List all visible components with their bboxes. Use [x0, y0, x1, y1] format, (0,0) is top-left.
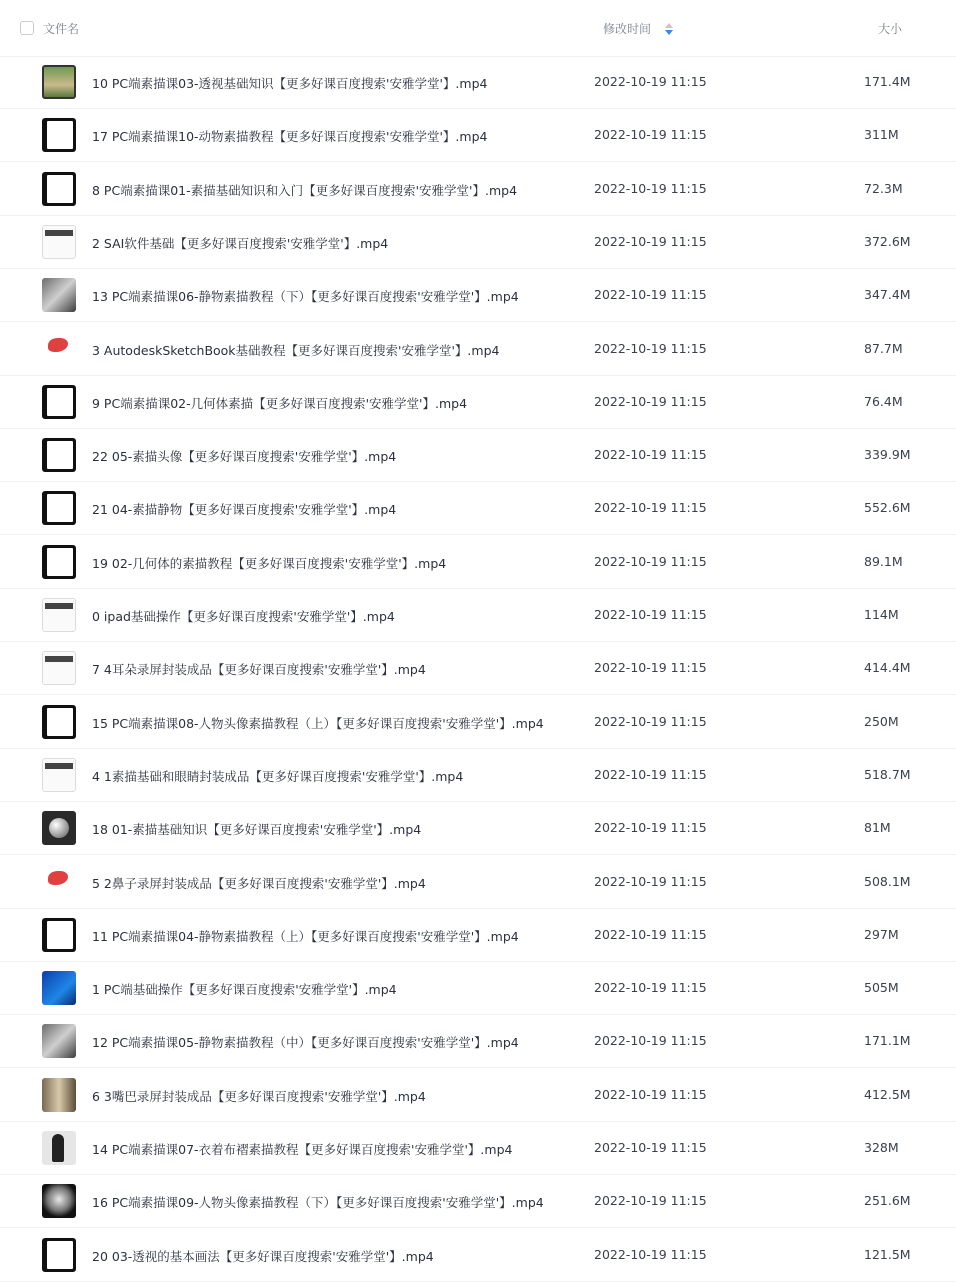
file-name[interactable]: 13 PC端素描课06-静物素描教程（下）【更多好课百度搜索'安雅学堂'】.mp4 — [92, 289, 519, 305]
select-all-checkbox[interactable] — [20, 21, 34, 35]
video-thumbnail[interactable] — [42, 1131, 76, 1165]
file-modified-time: 2022-10-19 11:15 — [594, 1086, 707, 1102]
file-size: 518.7M — [864, 766, 911, 782]
file-row[interactable] — [0, 536, 956, 589]
file-modified-time: 2022-10-19 11:15 — [594, 553, 707, 569]
file-modified-time: 2022-10-19 11:15 — [594, 127, 707, 143]
file-modified-time: 2022-10-19 11:15 — [594, 1246, 707, 1262]
file-row[interactable] — [0, 163, 956, 216]
file-row[interactable] — [0, 482, 956, 535]
file-size: 171.4M — [864, 74, 911, 89]
column-header-modified-time[interactable]: 修改时间 — [603, 22, 652, 36]
file-row[interactable] — [0, 749, 956, 802]
video-thumbnail[interactable] — [42, 438, 76, 472]
file-row[interactable] — [0, 1122, 956, 1175]
file-name[interactable]: 17 PC端素描课10-动物素描教程【更多好课百度搜索'安雅学堂'】.mp4 — [92, 129, 488, 145]
file-row[interactable] — [0, 1015, 956, 1068]
file-size: 250M — [864, 713, 899, 729]
video-thumbnail[interactable] — [42, 65, 76, 99]
video-thumbnail[interactable] — [42, 865, 76, 899]
file-name[interactable]: 0 ipad基础操作【更多好课百度搜索'安雅学堂'】.mp4 — [92, 609, 395, 624]
file-list-header — [0, 0, 956, 57]
file-size: 311M — [864, 127, 899, 143]
file-size: 76.4M — [864, 393, 903, 409]
file-modified-time: 2022-10-19 11:15 — [594, 393, 707, 409]
video-thumbnail[interactable] — [42, 811, 76, 845]
file-row[interactable] — [0, 56, 956, 109]
file-row[interactable] — [0, 642, 956, 695]
video-thumbnail[interactable] — [42, 758, 76, 792]
sort-updown-icon[interactable] — [664, 22, 674, 36]
file-size: 297M — [864, 926, 899, 942]
file-row[interactable] — [0, 962, 956, 1015]
file-size: 121.5M — [864, 1246, 911, 1262]
file-name[interactable]: 11 PC端素描课04-静物素描教程（上）【更多好课百度搜索'安雅学堂'】.mp4 — [92, 928, 519, 944]
file-row[interactable] — [0, 1229, 956, 1282]
column-header-filename[interactable]: 文件名 — [43, 22, 80, 36]
file-row[interactable] — [0, 216, 956, 269]
file-name[interactable]: 10 PC端素描课03-透视基础知识【更多好课百度搜索'安雅学堂'】.mp4 — [92, 76, 488, 91]
file-modified-time: 2022-10-19 11:15 — [594, 820, 707, 836]
file-modified-time: 2022-10-19 11:15 — [594, 287, 707, 303]
video-thumbnail[interactable] — [42, 705, 76, 739]
file-modified-time: 2022-10-19 11:15 — [594, 340, 707, 356]
file-size: 552.6M — [864, 500, 911, 516]
file-name[interactable]: 1 PC端基础操作【更多好课百度搜索'安雅学堂'】.mp4 — [92, 982, 397, 998]
file-name[interactable]: 20 03-透视的基本画法【更多好课百度搜索'安雅学堂'】.mp4 — [92, 1248, 434, 1264]
file-modified-time: 2022-10-19 11:15 — [594, 447, 707, 463]
video-thumbnail[interactable] — [42, 1184, 76, 1218]
file-name[interactable]: 15 PC端素描课08-人物头像素描教程（上）【更多好课百度搜索'安雅学堂'】.mp4 — [92, 715, 544, 731]
file-name[interactable]: 19 02-几何体的素描教程【更多好课百度搜索'安雅学堂'】.mp4 — [92, 555, 447, 571]
file-modified-time: 2022-10-19 11:15 — [594, 660, 707, 676]
video-thumbnail[interactable] — [42, 971, 76, 1005]
file-name[interactable]: 18 01-素描基础知识【更多好课百度搜索'安雅学堂'】.mp4 — [92, 822, 422, 838]
file-size: 339.9M — [864, 447, 911, 463]
file-modified-time: 2022-10-19 11:15 — [594, 233, 707, 249]
video-thumbnail[interactable] — [42, 332, 76, 366]
file-row[interactable] — [0, 376, 956, 429]
video-thumbnail[interactable] — [42, 1078, 76, 1112]
file-row[interactable] — [0, 696, 956, 749]
file-name[interactable]: 22 05-素描头像【更多好课百度搜索'安雅学堂'】.mp4 — [92, 449, 397, 465]
video-thumbnail[interactable] — [42, 1024, 76, 1058]
file-name[interactable]: 2 SAI软件基础【更多好课百度搜索'安雅学堂'】.mp4 — [92, 235, 389, 251]
file-modified-time: 2022-10-19 11:15 — [594, 180, 707, 196]
file-name[interactable]: 9 PC端素描课02-几何体素描【更多好课百度搜索'安雅学堂'】.mp4 — [92, 395, 468, 411]
video-thumbnail[interactable] — [42, 385, 76, 419]
video-thumbnail[interactable] — [42, 918, 76, 952]
file-size: 347.4M — [864, 287, 911, 303]
file-modified-time: 2022-10-19 11:15 — [594, 1193, 707, 1209]
video-thumbnail[interactable] — [42, 118, 76, 152]
file-name[interactable]: 21 04-素描静物【更多好课百度搜索'安雅学堂'】.mp4 — [92, 502, 397, 518]
file-modified-time: 2022-10-19 11:15 — [594, 980, 707, 996]
file-name[interactable]: 16 PC端素描课09-人物头像素描教程（下）【更多好课百度搜索'安雅学堂'】.mp4 — [92, 1195, 544, 1211]
file-modified-time: 2022-10-19 11:15 — [594, 1033, 707, 1049]
file-size: 81M — [864, 820, 891, 836]
file-size: 171.1M — [864, 1033, 911, 1049]
column-header-size[interactable]: 大小 — [878, 22, 903, 36]
file-modified-time: 2022-10-19 11:15 — [594, 607, 707, 622]
file-size: 114M — [864, 607, 899, 622]
video-thumbnail[interactable] — [42, 651, 76, 685]
file-row[interactable] — [0, 269, 956, 322]
file-row[interactable] — [0, 802, 956, 855]
file-row[interactable] — [0, 429, 956, 482]
file-row[interactable] — [0, 909, 956, 962]
file-modified-time: 2022-10-19 11:15 — [594, 926, 707, 942]
file-modified-time: 2022-10-19 11:15 — [594, 713, 707, 729]
file-size: 508.1M — [864, 873, 911, 889]
file-size: 328M — [864, 1140, 899, 1155]
file-name[interactable]: 6 3嘴巴录屏封装成品【更多好课百度搜索'安雅学堂'】.mp4 — [92, 1088, 426, 1104]
file-size: 505M — [864, 980, 899, 996]
file-row[interactable] — [0, 1175, 956, 1228]
file-size: 412.5M — [864, 1086, 911, 1102]
video-thumbnail[interactable] — [42, 1238, 76, 1272]
file-row[interactable] — [0, 856, 956, 909]
file-size: 87.7M — [864, 340, 903, 356]
file-size: 72.3M — [864, 180, 903, 196]
video-thumbnail[interactable] — [42, 278, 76, 312]
file-modified-time: 2022-10-19 11:15 — [594, 766, 707, 782]
file-modified-time: 2022-10-19 11:15 — [594, 500, 707, 516]
file-name[interactable]: 7 4耳朵录屏封装成品【更多好课百度搜索'安雅学堂'】.mp4 — [92, 662, 426, 678]
file-row[interactable] — [0, 1069, 956, 1122]
file-row[interactable] — [0, 589, 956, 642]
file-size: 414.4M — [864, 660, 911, 676]
file-size: 251.6M — [864, 1193, 911, 1209]
file-name[interactable]: 3 AutodeskSketchBook基础教程【更多好课百度搜索'安雅学堂'】.mp4 — [92, 342, 500, 358]
file-modified-time: 2022-10-19 11:15 — [594, 1140, 707, 1155]
file-size: 372.6M — [864, 233, 911, 249]
file-row[interactable] — [0, 109, 956, 162]
file-name[interactable]: 8 PC端素描课01-素描基础知识和入门【更多好课百度搜索'安雅学堂'】.mp4 — [92, 182, 518, 198]
video-thumbnail[interactable] — [42, 172, 76, 206]
video-thumbnail[interactable] — [42, 225, 76, 259]
video-thumbnail[interactable] — [42, 598, 76, 632]
video-thumbnail[interactable] — [42, 545, 76, 579]
file-modified-time: 2022-10-19 11:15 — [594, 74, 707, 89]
file-name[interactable]: 5 2鼻子录屏封装成品【更多好课百度搜索'安雅学堂'】.mp4 — [92, 875, 426, 891]
file-name[interactable]: 14 PC端素描课07-衣着布褶素描教程【更多好课百度搜索'安雅学堂'】.mp4 — [92, 1142, 513, 1157]
file-name[interactable]: 12 PC端素描课05-静物素描教程（中）【更多好课百度搜索'安雅学堂'】.mp4 — [92, 1035, 519, 1051]
file-row[interactable] — [0, 323, 956, 376]
file-size: 89.1M — [864, 553, 903, 569]
file-name[interactable]: 4 1素描基础和眼睛封装成品【更多好课百度搜索'安雅学堂'】.mp4 — [92, 768, 464, 784]
video-thumbnail[interactable] — [42, 491, 76, 525]
file-modified-time: 2022-10-19 11:15 — [594, 873, 707, 889]
